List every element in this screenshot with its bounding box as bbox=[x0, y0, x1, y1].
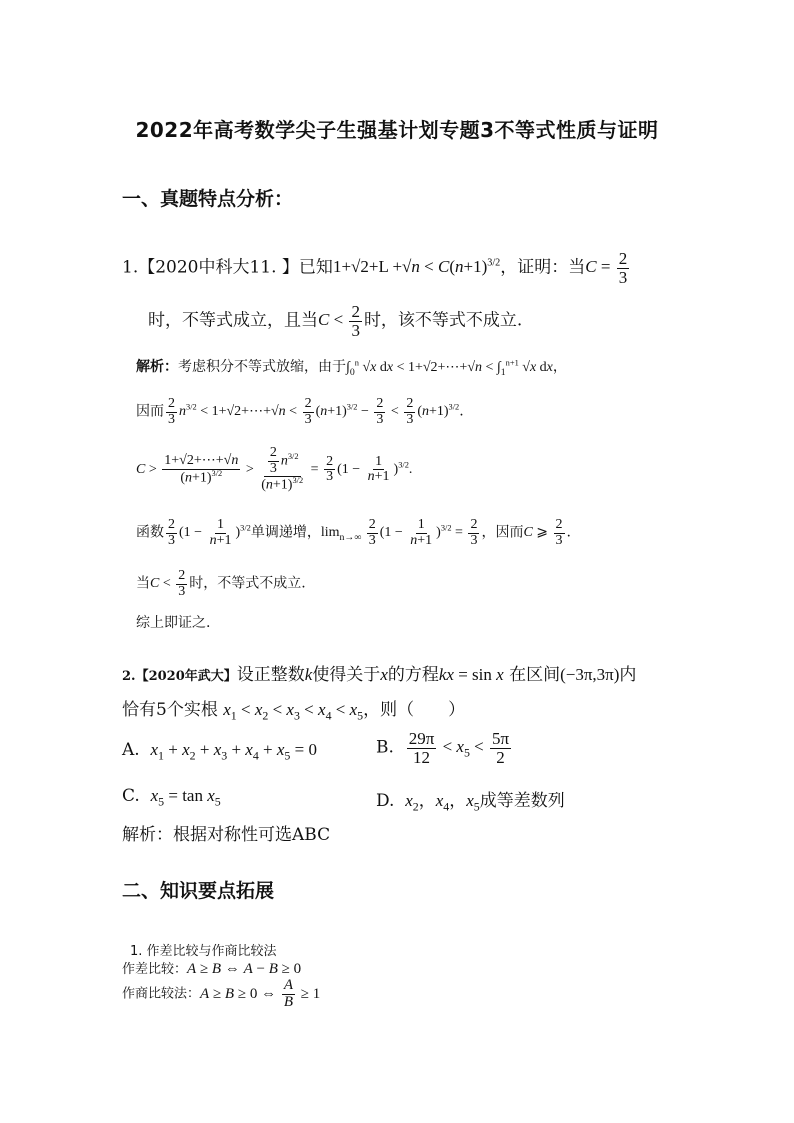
question-2-tag: 2.【2020年武大】 bbox=[122, 669, 237, 684]
question-1-line-2b: 时，该不等式不成立. bbox=[363, 310, 523, 331]
option-a[interactable]: A. $x_1 + x_2 + x_3 + x_4 + x_5 = 0$ bbox=[122, 740, 317, 763]
question-1-line-1 bbox=[122, 250, 631, 287]
question-1-line-2 bbox=[148, 303, 522, 340]
difference-comparison: 作差比较：A ≥ B ⇔ A − B ≥ 0 bbox=[122, 961, 302, 977]
section-heading-2: 二、知识要点拓展 bbox=[122, 880, 275, 902]
question-1-mid: ，证明：当 bbox=[500, 257, 586, 278]
option-a-label: A. bbox=[122, 740, 140, 760]
question-1-line-2a: 时，不等式成立，且当 bbox=[148, 310, 318, 331]
question-1-c-lt: C < $\frac{2}{3}$ bbox=[318, 302, 360, 340]
knowledge-1-heading: 1. 作差比较与作商比较法 bbox=[130, 944, 277, 959]
question-2-line-1: 2.【2020年武大】设正整数k使得关于x的方程kx = sin x 在区间(−3π,3π)内 bbox=[122, 665, 637, 685]
question-1-expression: $1+√2+L +√n < C(n+1)^{3/2}$ bbox=[332, 257, 501, 277]
option-d-label: D. bbox=[376, 791, 395, 811]
question-1-prefix: 1.【2020中科大11. 】已知 bbox=[122, 257, 333, 278]
solution-1-line-4: 函数 $\frac{2}{3}$ (1 − $\frac{1}{n+1}$ )$^{3/2}$单调递增，$\lim_{n\to\infty}$ $\frac{2}{3}$ (1 − $\frac{1}{n+1}$ )$^{3/2}$ = $\frac{2}{3}$ ，因而C ⩾ $\frac{2}{3}$ . bbox=[136, 517, 571, 548]
quotient-label: 作商比较法： bbox=[122, 986, 201, 1002]
solution-1-line-5: 当C < $\frac{2}{3}$ 时，不等式不成立. bbox=[136, 568, 306, 599]
quotient-comparison: 作商比较法：A ≥ B ≥ 0 ⇔ $\frac{A}{B}$ ≥ 1 bbox=[122, 977, 321, 1010]
section-heading-1: 一、真题特点分析： bbox=[122, 188, 294, 210]
solution-1-line-2: 因而 $\frac{2}{3}$ $n^{3/2}$ < 1+√2+⋯+√n < $\frac{2}{3}$ $(n+1)^{3/2}$ − $\frac{2}{3}$ < $\frac{2}{3}$ $(n+1)^{3/2}$. bbox=[136, 396, 464, 427]
question-2-line-2: 恰有5个实根 $x_1 < x_2 < x_3 < x_4 < x_5$，则（ ） bbox=[122, 700, 466, 723]
solution-1-line-1: 解析：考虑积分不等式放缩，由于$\int_0^n$ √x dx < 1+√2+⋯+√n < $\int_1^{n+1}$ √x dx， bbox=[136, 358, 567, 378]
option-c[interactable]: C. $x_5 = \tan x_5$ bbox=[122, 786, 221, 809]
solution-1-line-6: 综上即证之. bbox=[136, 615, 211, 631]
page-title: 2022年高考数学尖子生强基计划专题3不等式性质与证明 bbox=[135, 118, 659, 142]
difference-label: 作差比较： bbox=[122, 962, 188, 977]
option-b-label: B. bbox=[376, 737, 394, 758]
option-b[interactable]: B. $\frac{29\pi}{12}$ < $x_5$ < $\frac{5\pi}{2}$ bbox=[376, 729, 510, 767]
option-c-label: C. bbox=[122, 786, 140, 806]
option-d[interactable]: D. $x_2$，$x_4$，$x_5$成等差数列 bbox=[376, 791, 565, 814]
question-1-c-eq: C = $\frac{2}{3}$ bbox=[585, 249, 628, 287]
solution-1-line-3: C > $\frac{1+√2+\cdots+√n}{(n+1)^{3/2}}$ > $\frac{2}{3}$ $n^{3/2}$ $(n+1)^{3/2}$ = $\frac{2}{3}$ (1 − $\frac{1}{n+1}$ )$^{3/2}$. bbox=[136, 445, 413, 494]
question-2-solution: 解析：根据对称性可选ABC bbox=[122, 825, 331, 845]
solution-label: 解析： bbox=[136, 359, 178, 375]
